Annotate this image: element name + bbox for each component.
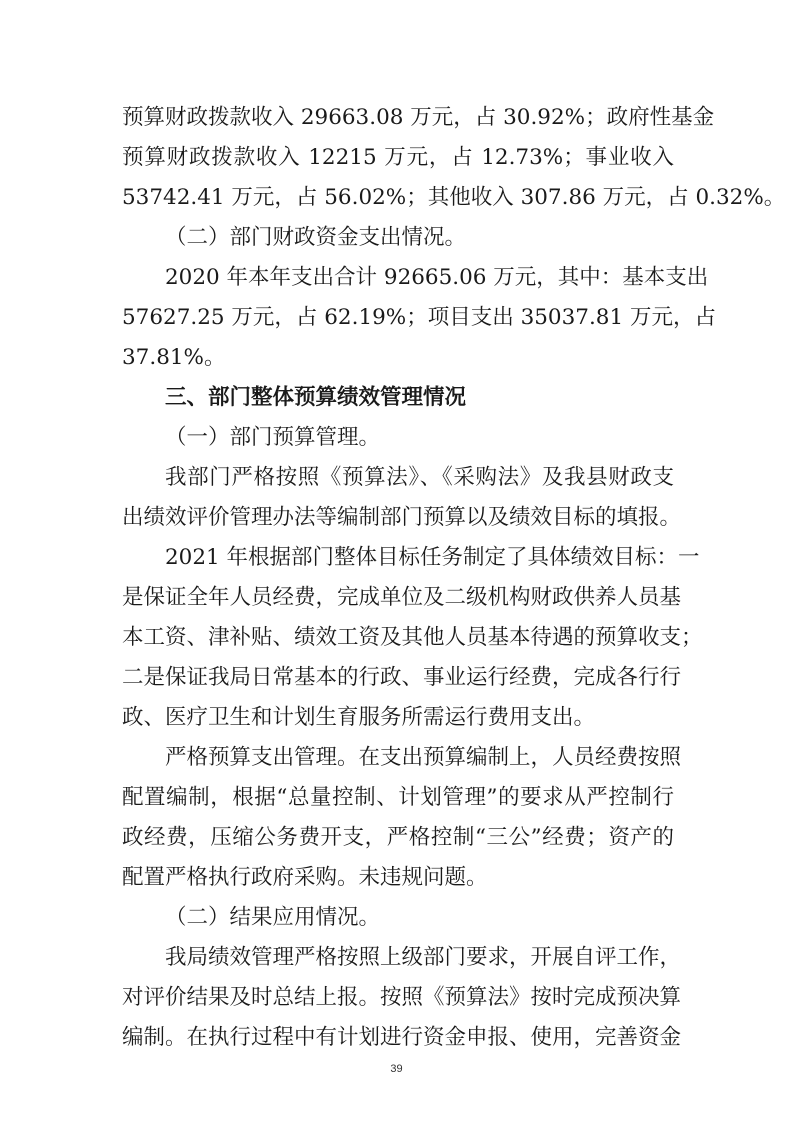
- body-line-19: 政经费，压缩公务费开支，严格控制“三公”经费；资产的: [122, 825, 674, 850]
- subheading-budget-management: （一）部门预算管理。: [165, 425, 381, 450]
- body-line-7: 37.81%。: [122, 345, 226, 370]
- body-line-2: 预算财政拨款收入 12215 万元，占 12.73%；事业收入: [122, 145, 674, 170]
- body-line-23: 对评价结果及时总结上报。按照《预算法》按时完成预决算: [122, 985, 682, 1010]
- body-line-10: 我部门严格按照《预算法》、《采购法》及我县财政支: [165, 465, 674, 490]
- subheading-expenditure: （二）部门财政资金支出情况。: [165, 225, 467, 250]
- body-line-16: 政、医疗卫生和计划生育服务所需运行费用支出。: [122, 705, 596, 730]
- body-line-6: 57627.25 万元，占 62.19%；项目支出 35037.81 万元，占: [122, 305, 716, 330]
- body-line-17: 严格预算支出管理。在支出预算编制上，人员经费按照: [165, 745, 682, 770]
- body-line-13: 是保证全年人员经费，完成单位及二级机构财政供养人员基: [122, 585, 682, 610]
- body-line-11: 出绩效评价管理办法等编制部门预算以及绩效目标的填报。: [122, 505, 682, 530]
- body-line-12: 2021 年根据部门整体目标任务制定了具体绩效目标：一: [165, 545, 700, 570]
- section-heading-3: 三、部门整体预算绩效管理情况: [165, 385, 467, 410]
- page-number: 39: [390, 1063, 403, 1075]
- body-line-15: 二是保证我局日常基本的行政、事业运行经费，完成各行行: [122, 665, 682, 690]
- body-line-5: 2020 年本年支出合计 92665.06 万元，其中：基本支出: [165, 265, 709, 290]
- body-line-20: 配置严格执行政府采购。未违规问题。: [122, 865, 488, 890]
- body-line-14: 本工资、津补贴、绩效工资及其他人员基本待遇的预算收支；: [122, 625, 703, 650]
- subheading-results-application: （二）结果应用情况。: [165, 905, 381, 930]
- body-line-1: 预算财政拨款收入 29663.08 万元，占 30.92%；政府性基金: [122, 105, 715, 130]
- body-line-18: 配置编制，根据“总量控制、计划管理”的要求从严控制行: [122, 785, 674, 810]
- body-line-24: 编制。在执行过程中有计划进行资金申报、使用，完善资金: [122, 1025, 682, 1050]
- body-line-22: 我局绩效管理严格按照上级部门要求，开展自评工作，: [165, 945, 682, 970]
- body-line-3: 53742.41 万元，占 56.02%；其他收入 307.86 万元，占 0.32%。: [122, 185, 786, 210]
